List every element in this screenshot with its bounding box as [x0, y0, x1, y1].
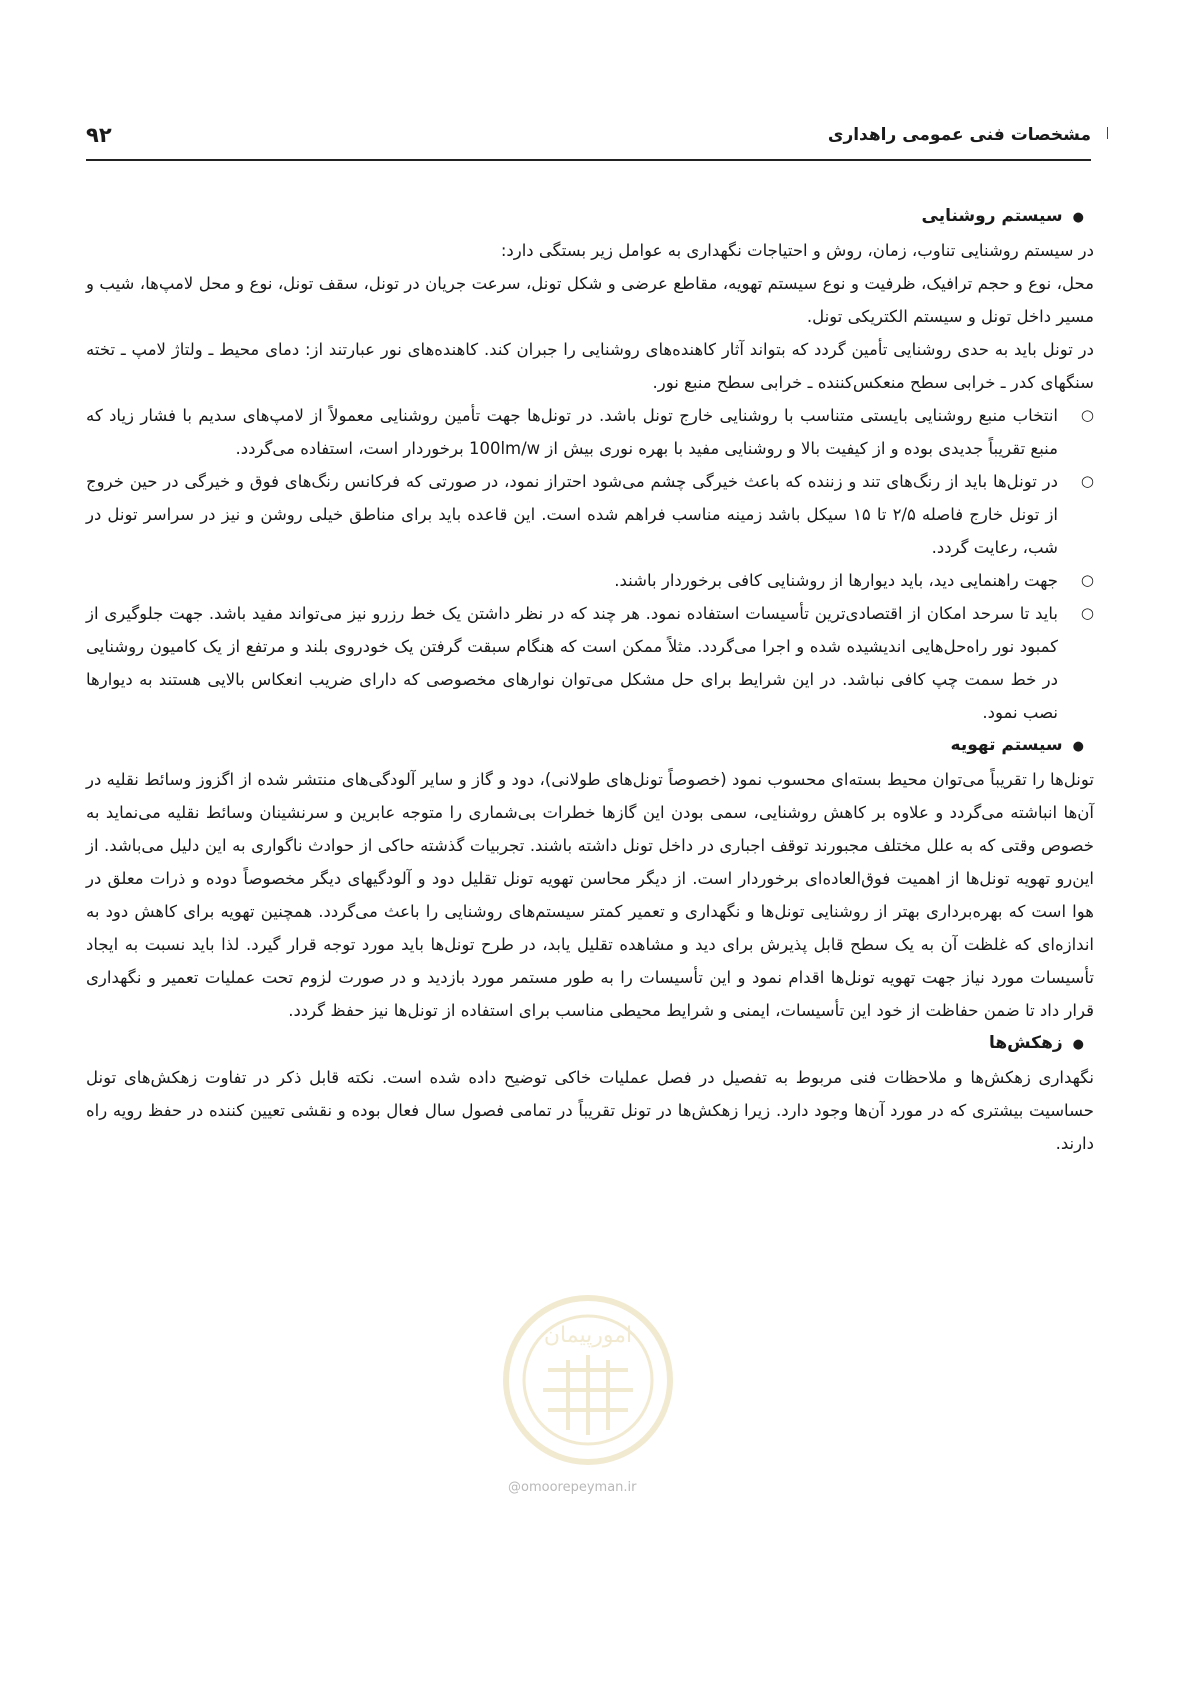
heading-bullet-icon: ●	[1072, 739, 1084, 754]
lighting-bullet-list	[86, 399, 1094, 729]
list-item-text: جهت راهنمایی دید، باید دیوارها از روشنایی کافی برخوردار باشند.	[614, 571, 1058, 590]
heading-bullet-icon: ●	[1072, 1037, 1084, 1052]
paragraph: تونل‌ها را تقریباً می‌توان محیط بسته‌ای محسوب نمود (خصوصاً تونل‌های طولانی)، دود و گاز و سایر آلودگی‌های منتشر شده از اگزوز وسائط نقلیه در آن‌ها انباشته می‌گردد و علاوه بر کاهش روشنایی، سمی بودن این گازها خطرات بی‌شماری را متوجه عابرین و سرنشینان وسائط نقلیه می‌نماید به خصوص وقتی که به علل مختلف مجبورند توقف اجباری در داخل تونل داشته باشند. تجربیات گذشته حاکی از حوادث ناگواری به این دلیل می‌باشد. از این‌رو تهویه تونل‌ها از اهمیت فوق‌العاده‌ای برخوردار است. از دیگر محاسن تهویه تونل تقلیل دود و آلودگیهای دیگر مخصوصاً دوده و ذرات معلق در هوا است که بهره‌برداری بهتر از روشنایی تونل‌ها و نگهداری و تعمیر کمتر سیستم‌های روشنایی را باعث می‌گردد. همچنین تهویه برای کاهش دود به اندازه‌ای که غلظت آن به یک سطح قابل پذیرش برای دید و مشاهده تقلیل یابد، در طرح تونل‌ها باید مورد توجه قرار گیرد. لذا باید نسبت به ایجاد تأسیسات مورد نیاز جهت تهویه تونل‌ها اقدام نمود و این تأسیسات را به طور مستمر مورد بازدید و در صورت لزوم تحت عملیات تعمیر و نگهداری قرار داد تا ضمن حفاظت از خود این تأسیسات، ایمنی و شرایط محیطی مناسب برای استفاده از تونل‌ها نیز حفظ گردد.	[86, 770, 1094, 1020]
list-item-text: در تونل‌ها باید از رنگ‌های تند و زننده که باعث خیرگی چشم می‌شود احتراز نمود، در صورتی که فرکانس رنگ‌های فوق و خیرگی در حین خروج از تونل خارج فاصله ۲/۵ تا ۱۵ سیکل باشد زمینه مناسب فراهم شده است. این قاعده باید برای مناطق خیلی روشن و نیز در سراسر تونل در شب، رعایت گردد.	[86, 472, 1059, 557]
list-item	[86, 399, 1094, 465]
running-title: مشخصات فنی عمومی راهداری	[827, 125, 1091, 145]
list-item	[86, 564, 1094, 597]
paragraph: در سیستم روشنایی تناوب، زمان، روش و احتیاجات نگهداری به عوامل زیر بستگی دارد:	[500, 241, 1094, 260]
heading-bullet-icon: ●	[1072, 210, 1084, 225]
circle-bullet-icon: ○	[1080, 406, 1094, 424]
list-item-text: انتخاب منبع روشنایی بایستی متناسب با روشنایی خارج تونل باشد. در تونل‌ها جهت تأمین روشنایی معمولاً از لامپ‌های سدیم با فشار زیاد که منبع تقریباً جدیدی بوده و از کیفیت بالا و روشنایی مفید با بهره نوری بیش از 100lm/w برخوردار است، استفاده می‌گردد.	[86, 406, 1058, 458]
watermark-logo	[498, 1290, 678, 1470]
list-item	[86, 597, 1094, 729]
list-item-text: باید تا سرحد امکان از اقتصادی‌ترین تأسیسات استفاده نمود. هر چند که در نظر داشتن یک خط رزرو نیز می‌تواند مفید باشد. جهت جلوگیری از کمبود نور راه‌حل‌هایی اندیشیده شده و اجرا می‌گردد. مثلاً ممکن است که هنگام سبقت گرفتن یک خودروی بلند و مرتفع از یک کامیون روشنایی در خط سمت چپ کافی نباشد. در این شرایط برای حل مشکل می‌توان نوارهای مخصوصی که دارای ضریب انعکاس بالایی هستند به دیوارها نصب نمود.	[86, 604, 1058, 722]
heading-text: زهکش‌ها	[988, 1033, 1063, 1053]
page-body	[86, 200, 1094, 1160]
circle-bullet-icon: ○	[1080, 472, 1094, 490]
paragraph: نگهداری زهکش‌ها و ملاحظات فنی مربوط به تفصیل در فصل عملیات خاکی توضیح داده شده است. نکته قابل ذکر در تفاوت زهکش‌های تونل حساسیت بیشتری که در مورد آن‌ها وجود دارد. زیرا زهکش‌ها در تونل تقریباً در تمامی فصول سال فعال بوده و نقشی تعیین کننده در حفظ رویه راه دارند.	[86, 1068, 1094, 1153]
list-item	[86, 465, 1094, 564]
paragraph: محل، نوع و حجم ترافیک، ظرفیت و نوع سیستم تهویه، مقاطع عرضی و شکل تونل، سرعت جریان در تونل، سقف تونل، نوع و محل لامپ‌ها، شیب و مسیر داخل تونل و سیستم الکتریکی تونل.	[86, 274, 1094, 326]
paragraph: در تونل باید به حدی روشنایی تأمین گردد که بتواند آثار کاهنده‌های روشنایی را جبران کند. کاهنده‌های نور عبارتند از: دمای محیط ـ ولتاژ لامپ ـ تخته سنگهای کدر ـ خرابی سطح منعکس‌کننده ـ خرابی سطح منبع نور.	[86, 340, 1094, 392]
circle-bullet-icon: ○	[1080, 604, 1094, 622]
watermark-url: @omoorepeyman.ir	[508, 1480, 637, 1495]
section-heading-drains	[86, 1027, 1094, 1061]
watermark-logo-text: امورپیمان	[543, 1323, 633, 1348]
margin-mark	[1107, 127, 1108, 139]
section-heading-ventilation	[86, 729, 1094, 763]
heading-text: سیستم تهویه	[950, 735, 1063, 755]
section-heading-lighting	[86, 200, 1094, 234]
page-header	[86, 115, 1091, 161]
heading-text: سیستم روشنایی	[921, 206, 1063, 226]
page-number: ۹۲	[86, 123, 112, 147]
circle-bullet-icon: ○	[1080, 571, 1094, 589]
